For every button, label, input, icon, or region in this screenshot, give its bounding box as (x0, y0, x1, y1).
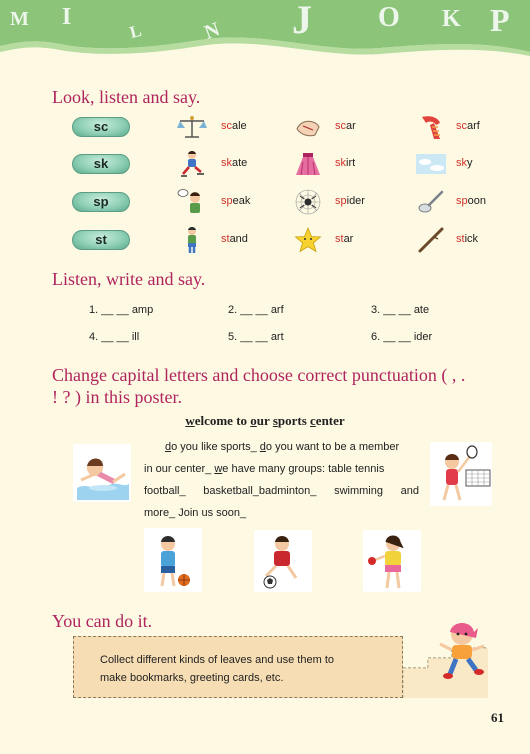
word-blend: st (221, 233, 230, 245)
phonics-row (0, 113, 530, 143)
poster-line (165, 440, 419, 454)
basketball-boy-image (144, 528, 202, 592)
word-rest: ick (464, 233, 479, 245)
skirt-icon (293, 150, 323, 178)
activity-text: Collect different kinds of leaves and use them to (100, 654, 334, 666)
spoon-icon (416, 188, 446, 216)
fill-blank-item: 4. __ __ ill (89, 331, 140, 343)
poster-text: o you like sports_ (171, 441, 260, 453)
poster-title-text: enter (315, 413, 345, 428)
phonics-word (456, 195, 486, 207)
word-blend: sp (221, 195, 233, 207)
poster-text: o you want to be a member (265, 441, 400, 453)
scar-icon (293, 113, 323, 141)
banner-letter: M (10, 8, 29, 30)
blend-pill-sc: sc (72, 117, 130, 137)
blend-pill-sp: sp (72, 192, 130, 212)
section-heading-you-can-do-it: You can do it. (52, 611, 153, 631)
word-rest: and (229, 233, 248, 245)
banner-letter: O (378, 2, 400, 33)
poster-capital: w (214, 463, 223, 475)
phonics-word (456, 157, 473, 169)
word-blend: sk (456, 157, 467, 169)
word-rest: ider (346, 195, 365, 207)
activity-text: make bookmarks, greeting cards, etc. (100, 672, 284, 684)
poster-title-text: elcome to (194, 413, 251, 428)
phonics-word (335, 195, 365, 207)
poster-title-text: ur (256, 413, 273, 428)
phonics-word (335, 157, 355, 169)
stand-icon (177, 226, 207, 254)
blend-pill-sk: sk (72, 154, 130, 174)
word-blend: sc (335, 120, 346, 132)
section-heading-look-listen: Look, listen and say. (52, 87, 201, 107)
poster-title-capital: c (310, 413, 316, 428)
banner-letter: I (62, 4, 72, 30)
skate-icon (177, 150, 207, 178)
banner-letter: K (442, 6, 461, 32)
phonics-word (456, 233, 478, 245)
phonics-word (335, 233, 353, 245)
word-blend: sk (221, 157, 232, 169)
word-rest: oon (467, 195, 486, 207)
fill-blank-item: 3. __ __ ate (371, 304, 430, 316)
sky-icon (416, 150, 446, 178)
word-rest: ar (343, 233, 354, 245)
climbing-girl-image (434, 618, 490, 684)
word-rest: arf (467, 120, 480, 132)
section-heading-change-capital-cont: ! ? ) in this poster. (52, 387, 182, 407)
poster-capital: d (165, 441, 172, 453)
phonics-word (221, 195, 250, 207)
banner-letter: P (490, 2, 510, 38)
word-rest: irt (346, 157, 356, 169)
activity-box (73, 636, 403, 698)
header-banner (0, 0, 530, 60)
poster-title-capital: s (272, 413, 278, 428)
star-icon (293, 226, 323, 254)
poster-title-capital: o (250, 413, 257, 428)
phonics-word (221, 120, 247, 132)
poster-line (144, 462, 419, 476)
word-rest: ate (232, 157, 248, 169)
poster-line: more_ Join us soon_ (144, 507, 247, 519)
poster-text: in our center_ (144, 463, 215, 475)
poster-title (0, 413, 530, 429)
banner-letter: J (292, 0, 312, 42)
word-blend: st (456, 233, 465, 245)
scarf-icon (416, 113, 446, 141)
poster-capital: d (259, 441, 266, 453)
word-rest: y (467, 157, 473, 169)
word-blend: sc (456, 120, 467, 132)
word-blend: sp (335, 195, 347, 207)
phonics-row (0, 226, 530, 256)
swimming-girl-image (73, 444, 131, 502)
page-number: 61 (491, 710, 504, 725)
phonics-row (0, 150, 530, 180)
word-rest: ale (232, 120, 247, 132)
phonics-word (221, 233, 248, 245)
fill-blank-item: 1. __ __ amp (89, 304, 154, 316)
poster-title-text: ports (277, 413, 311, 428)
blend-pill-st: st (72, 230, 130, 250)
banner-letter: L (127, 20, 144, 43)
speak-icon (177, 188, 207, 216)
spider-icon (293, 188, 323, 216)
table-tennis-girl-image (363, 530, 421, 592)
football-boy-image (254, 530, 312, 592)
stick-icon (416, 226, 446, 254)
scale-icon (177, 113, 207, 141)
poster-title-capital: w (185, 413, 195, 428)
fill-blank-item: 2. __ __ arf (228, 304, 284, 316)
fill-blank-item: 6. __ __ ider (371, 331, 433, 343)
phonics-word (335, 120, 356, 132)
badminton-girl-image (430, 442, 492, 506)
fill-blank-item: 5. __ __ art (228, 331, 284, 343)
word-blend: st (335, 233, 344, 245)
phonics-row (0, 188, 530, 218)
word-blend: sk (335, 157, 346, 169)
word-rest: eak (232, 195, 251, 207)
poster-line: football_ basketball_badminton_ swimming and (144, 485, 419, 497)
section-heading-listen-write: Listen, write and say. (52, 269, 206, 289)
word-blend: sp (456, 195, 468, 207)
phonics-word (456, 120, 480, 132)
word-blend: sc (221, 120, 232, 132)
section-heading-change-capital: Change capital letters and choose correct punctuation ( , . (52, 365, 466, 385)
word-rest: ar (346, 120, 356, 132)
banner-letter: N (201, 18, 223, 44)
phonics-word (221, 157, 247, 169)
poster-text: e have many groups: table tennis (222, 463, 385, 475)
